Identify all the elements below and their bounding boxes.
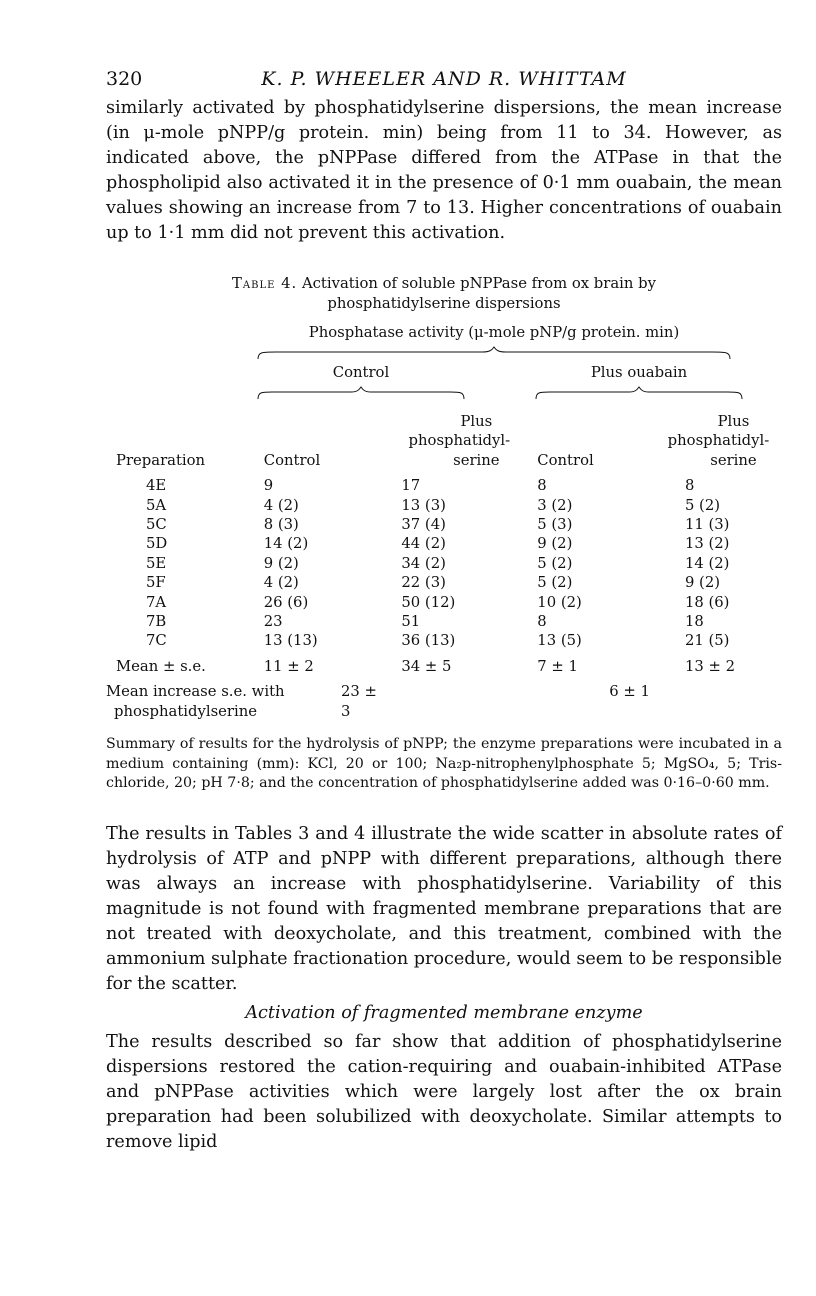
data-table: [106, 412, 782, 721]
cell-plus-ps: 13 (3): [401, 496, 446, 514]
increase-label-line2: phosphatidylserine: [114, 702, 258, 720]
page: [106, 62, 782, 1155]
col-header-ouabain-plus-ps-line1: Plus: [717, 413, 750, 430]
table-row: [106, 554, 782, 573]
ouabain-brace: [534, 386, 744, 400]
cell-preparation: 7C: [146, 632, 167, 650]
cell-ouabain-control: 10 (2): [537, 593, 582, 611]
cell-ouabain-plus-ps: 18: [684, 613, 704, 631]
cell-control: 9: [263, 477, 274, 495]
mean-label: Mean ± s.e.: [116, 657, 206, 675]
cell-preparation: 5F: [146, 574, 166, 592]
increase-row: [106, 676, 782, 721]
table-row: [106, 515, 782, 534]
activity-header: [106, 324, 782, 368]
increase-ouabain-cell: [537, 676, 782, 721]
col-header-ouabain-plus-ps-line2: phosphatidyl-: [667, 432, 770, 450]
col-header-plus-ps-line3: serine: [453, 451, 500, 469]
cell-ouabain-plus-ps: 9 (2): [684, 574, 721, 592]
cell-control: 26 (6): [263, 593, 309, 611]
cell-preparation: 7B: [146, 613, 167, 631]
intro-paragraph: similarly activated by phosphatidylserine dispersions, the mean increase (in μ-mole pNPP/g protein. min) being from 11 to 34. However, as indicated above, the pNPPase differed from the ATPase in that the phospholipid also activated it in the presence of 0·1 mm ouabain, the mean values showing an increase from 7 to 13. Higher concentrations of ouabain up to 1·1 mm did not prevent this activation.: [106, 98, 782, 243]
section-paragraph: The results described so far show that addition of phosphatidylserine dispersions restored the cation-requiring and ouabain-inhibited ATPase and pNPPase activities which were largely lost after the ox brain preparation had been solubilized with deoxycholate. Similar attempts to remove lipid: [106, 1031, 782, 1152]
running-head-authors: K. P. WHEELER AND R. WHITTAM: [261, 68, 627, 90]
increase-control: 23 ± 3: [341, 683, 377, 720]
page-number: 320: [106, 68, 143, 90]
col-header-control: Control: [263, 451, 321, 469]
cell-ouabain-plus-ps: 21 (5): [684, 632, 730, 650]
cell-plus-ps: 51: [401, 613, 421, 631]
mean-ouabain-plus-ps: 13 ± 2: [684, 657, 735, 675]
table-row: [106, 593, 782, 612]
column-header-row: [106, 412, 782, 476]
group-headers: [106, 364, 782, 412]
cell-plus-ps: 36 (13): [401, 632, 456, 650]
increase-spacer: [381, 676, 537, 721]
group-control-label: Control: [332, 364, 390, 381]
activity-header-label: Phosphatase activity (μ-mole pNP/g protein. min): [308, 324, 680, 341]
col-header-ouabain-plus-ps: [655, 412, 782, 476]
cell-ouabain-control: 9 (2): [537, 535, 573, 553]
cell-ouabain-control: 5 (2): [537, 574, 573, 592]
table-row: [106, 496, 782, 515]
table-footnote: Summary of results for the hydrolysis of pNPP; the enzyme preparations were incubated in a medium containing (mm): KCl, 20 or 100; Na₂p-nitrophenylphosphate 5; MgSO₄, 5; Tris-chloride, 20; pH 7·8; and the concentration of phosphatidylserine added was 0·16–0·60 mm.: [106, 736, 782, 792]
activity-brace: [256, 346, 732, 360]
table-caption: [106, 274, 782, 314]
col-header-preparation: Preparation: [116, 451, 206, 469]
table-row: [106, 534, 782, 553]
cell-control: 13 (13): [263, 632, 318, 650]
cell-plus-ps: 17: [401, 477, 421, 495]
cell-preparation: 5D: [146, 535, 168, 553]
cell-ouabain-control: 13 (5): [537, 632, 582, 650]
col-header-plus-ps-line2: phosphatidyl-: [408, 432, 511, 450]
control-brace: [256, 386, 466, 400]
cell-ouabain-control: 5 (2): [537, 554, 573, 572]
col-header-ouabain-plus-ps-line3: serine: [710, 451, 757, 469]
table-row: [106, 476, 782, 495]
cell-control: 23: [263, 613, 283, 631]
mean-ouabain-control: 7 ± 1: [537, 657, 578, 675]
table-row: [106, 573, 782, 592]
mean-plus-ps: 34 ± 5: [401, 657, 452, 675]
running-head: [106, 62, 782, 96]
cell-ouabain-control: 8: [537, 477, 547, 495]
group-ouabain-label: Plus ouabain: [590, 364, 688, 381]
cell-ouabain-plus-ps: 5 (2): [684, 496, 721, 514]
table-caption-text: Activation of soluble pNPPase from ox brain by phosphatidylserine dispersions: [301, 275, 656, 312]
cell-preparation: 5E: [146, 554, 167, 572]
cell-ouabain-plus-ps: 8: [684, 477, 695, 495]
mean-control: 11 ± 2: [263, 657, 314, 675]
col-header-ouabain-control: Control: [537, 451, 594, 469]
table-row: [106, 631, 782, 650]
results-paragraph: The results in Tables 3 and 4 illustrate the wide scatter in absolute rates of hydrolysis of ATP and pNPP with different preparations, although there was always an increase with phosphatidylserine. Variability of this magnitude is not found with fragmented membrane preparations that are not treated with deoxycholate, and this treatment, combined with the ammonium sulphate fractionation procedure, would seem to be responsible for the scatter.: [106, 823, 782, 994]
cell-ouabain-plus-ps: 11 (3): [684, 516, 730, 534]
cell-control: 4 (2): [263, 496, 299, 514]
table-body: [106, 476, 782, 651]
increase-label-text: Mean increase s.e. with: [106, 683, 285, 701]
section-title: Activation of fragmented membrane enzyme: [245, 1002, 643, 1023]
cell-preparation: 4E: [146, 477, 167, 495]
cell-control: 14 (2): [263, 535, 309, 553]
cell-ouabain-control: 3 (2): [537, 496, 573, 514]
cell-plus-ps: 50 (12): [401, 593, 456, 611]
mean-row: [106, 651, 782, 676]
table-row: [106, 612, 782, 631]
cell-ouabain-plus-ps: 14 (2): [684, 554, 730, 572]
cell-preparation: 5A: [146, 496, 167, 514]
cell-plus-ps: 44 (2): [401, 535, 446, 553]
table-label: Table 4.: [232, 275, 298, 292]
cell-ouabain-control: 5 (3): [537, 516, 573, 534]
cell-plus-ps: 37 (4): [401, 516, 446, 534]
cell-preparation: 7A: [146, 593, 167, 611]
increase-ouabain: 6 ± 1: [609, 683, 650, 701]
cell-ouabain-plus-ps: 13 (2): [684, 535, 730, 553]
cell-preparation: 5C: [146, 516, 167, 534]
col-header-plus-ps: [381, 412, 537, 476]
cell-ouabain-control: 8: [537, 613, 547, 631]
increase-label: [106, 676, 381, 721]
cell-control: 4 (2): [263, 574, 299, 592]
cell-control: 9 (2): [263, 554, 299, 572]
cell-plus-ps: 34 (2): [401, 554, 446, 572]
cell-plus-ps: 22 (3): [401, 574, 446, 592]
col-header-plus-ps-line1: Plus: [460, 413, 493, 430]
cell-ouabain-plus-ps: 18 (6): [684, 593, 730, 611]
cell-control: 8 (3): [263, 516, 299, 534]
